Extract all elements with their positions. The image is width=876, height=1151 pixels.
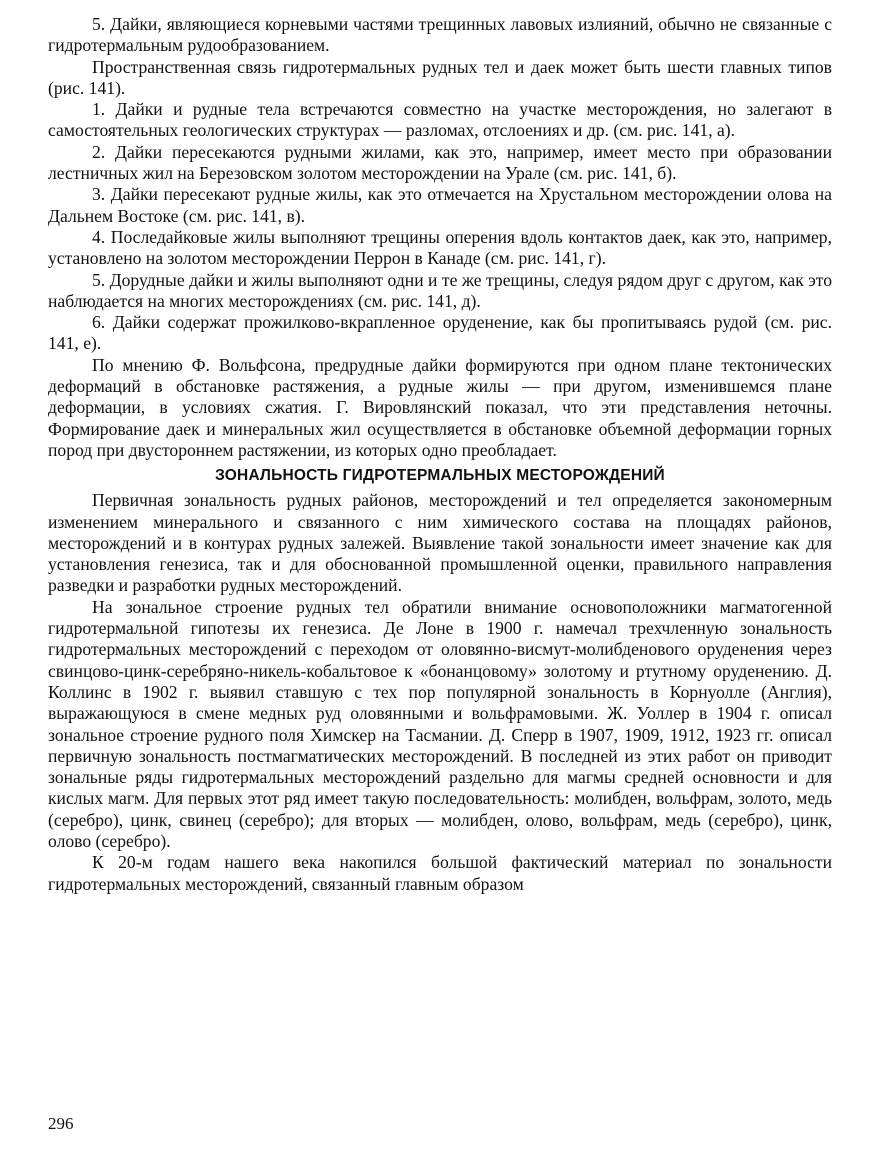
section-heading: ЗОНАЛЬНОСТЬ ГИДРОТЕРМАЛЬНЫХ МЕСТОРОЖДЕНИЙ [215,467,665,485]
paragraph-type-6: 6. Дайки содержат прожилково-вкрапленное оруденение, как бы пропитываясь рудой (см. рис. 141, е). [48,312,832,354]
paragraph-dykes-type-5: 5. Дайки, являющиеся корневыми частями трещинных лавовых излияний, обычно не связанные с гидротермальным рудообразованием. [48,14,832,56]
paragraph-type-4: 4. Последайковые жилы выполняют трещины оперения вдоль контактов даек, как это, например, установлено на золотом месторождении Перрон в Канаде (см. рис. 141, г). [48,226,832,269]
paragraph-history: На зональное строение рудных тел обратили внимание основоположники магматогенной гидротермальной гипотезы их генезиса. Де Лоне в 1900 г. намечал трехчленную зональность гидротермальных месторождений с переходом от оловянно-висмут-молибденового оруденения через свинцово-цинк-серебряно-никель-кобальтовое к «бонанцовому» золотому и ртутному оруденению. Д. Коллинс в 1902 г. выявил ставшую с тех пор популярной зональность в Корнуолле (Англия), выражающуюся в смене медных руд оловянными и вольфрамовыми. Ж. Уоллер в 1904 г. описал зональное строение рудного поля Химскер на Тасмании. Д. Сперр в 1907, 1909, 1912, 1923 гг. описал первичную зональность постмагматических месторождений. В последней из этих работ он приводит зональные ряды гидротермальных месторождений раздельно для магмы средней основности и для кислых магм. Для первых этот ряд имеет такую последовательность: молибден, вольфрам, золото, медь (серебро), цинк, свинец (серебро); для вторых — молибден, олово, вольфрам, медь (серебро), цинк, олово (серебро). [48,596,832,851]
paragraph-type-2: 2. Дайки пересекаются рудными жилами, как это, например, имеет место при образовании лестничных жил на Березовском золотом месторождении на Урале (см. рис. 141, б). [48,141,832,184]
paragraph-wolfson: По мнению Ф. Вольфсона, предрудные дайки формируются при одном плане тектонических деформаций в обстановке растяжения, а рудные жилы — при другом, изменившемся плане деформации, в условиях сжатия. Г. Вировлянский показал, что эти представления неточны. Формирование даек и минеральных жил осуществляется в обстановке объемной деформации горных пород при двустороннем растяжении, из которых одно преобладает. [48,354,832,460]
paragraph-1920s: К 20-м годам нашего века накопился большой фактический материал по зональности гидротермальных месторождений, связанный главным образом [48,852,832,894]
paragraph-type-1: 1. Дайки и рудные тела встречаются совместно на участке месторождения, но залегают в самостоятельных геологических структурах — разломах, отслоениях и др. (см. рис. 141, а). [48,99,832,141]
page-number: 296 [48,1114,74,1133]
paragraph-primary-zonality: Первичная зональность рудных районов, месторождений и тел определяется закономерным изменением минерального и связанного с ним химического состава на площадях районов, месторождений и в контурах рудных залежей. Выявление такой зональности имеет значение как для установления генезиса, так и для обоснованной промышленной оценки, правильного направления разведки и разработки рудных месторождений. [48,490,832,596]
paragraph-type-3: 3. Дайки пересекают рудные жилы, как это отмечается на Хрустальном месторождении олова на Дальнем Востоке (см. рис. 141, в). [48,184,832,226]
paragraph-type-5: 5. Дорудные дайки и жилы выполняют одни и те же трещины, следуя рядом друг с другом, как это наблюдается на многих месторождениях (см. рис. 141, д). [48,269,832,311]
paragraph-spatial-relation: Пространственная связь гидротермальных рудных тел и даек может быть шести главных типов (рис. 141). [48,56,832,98]
